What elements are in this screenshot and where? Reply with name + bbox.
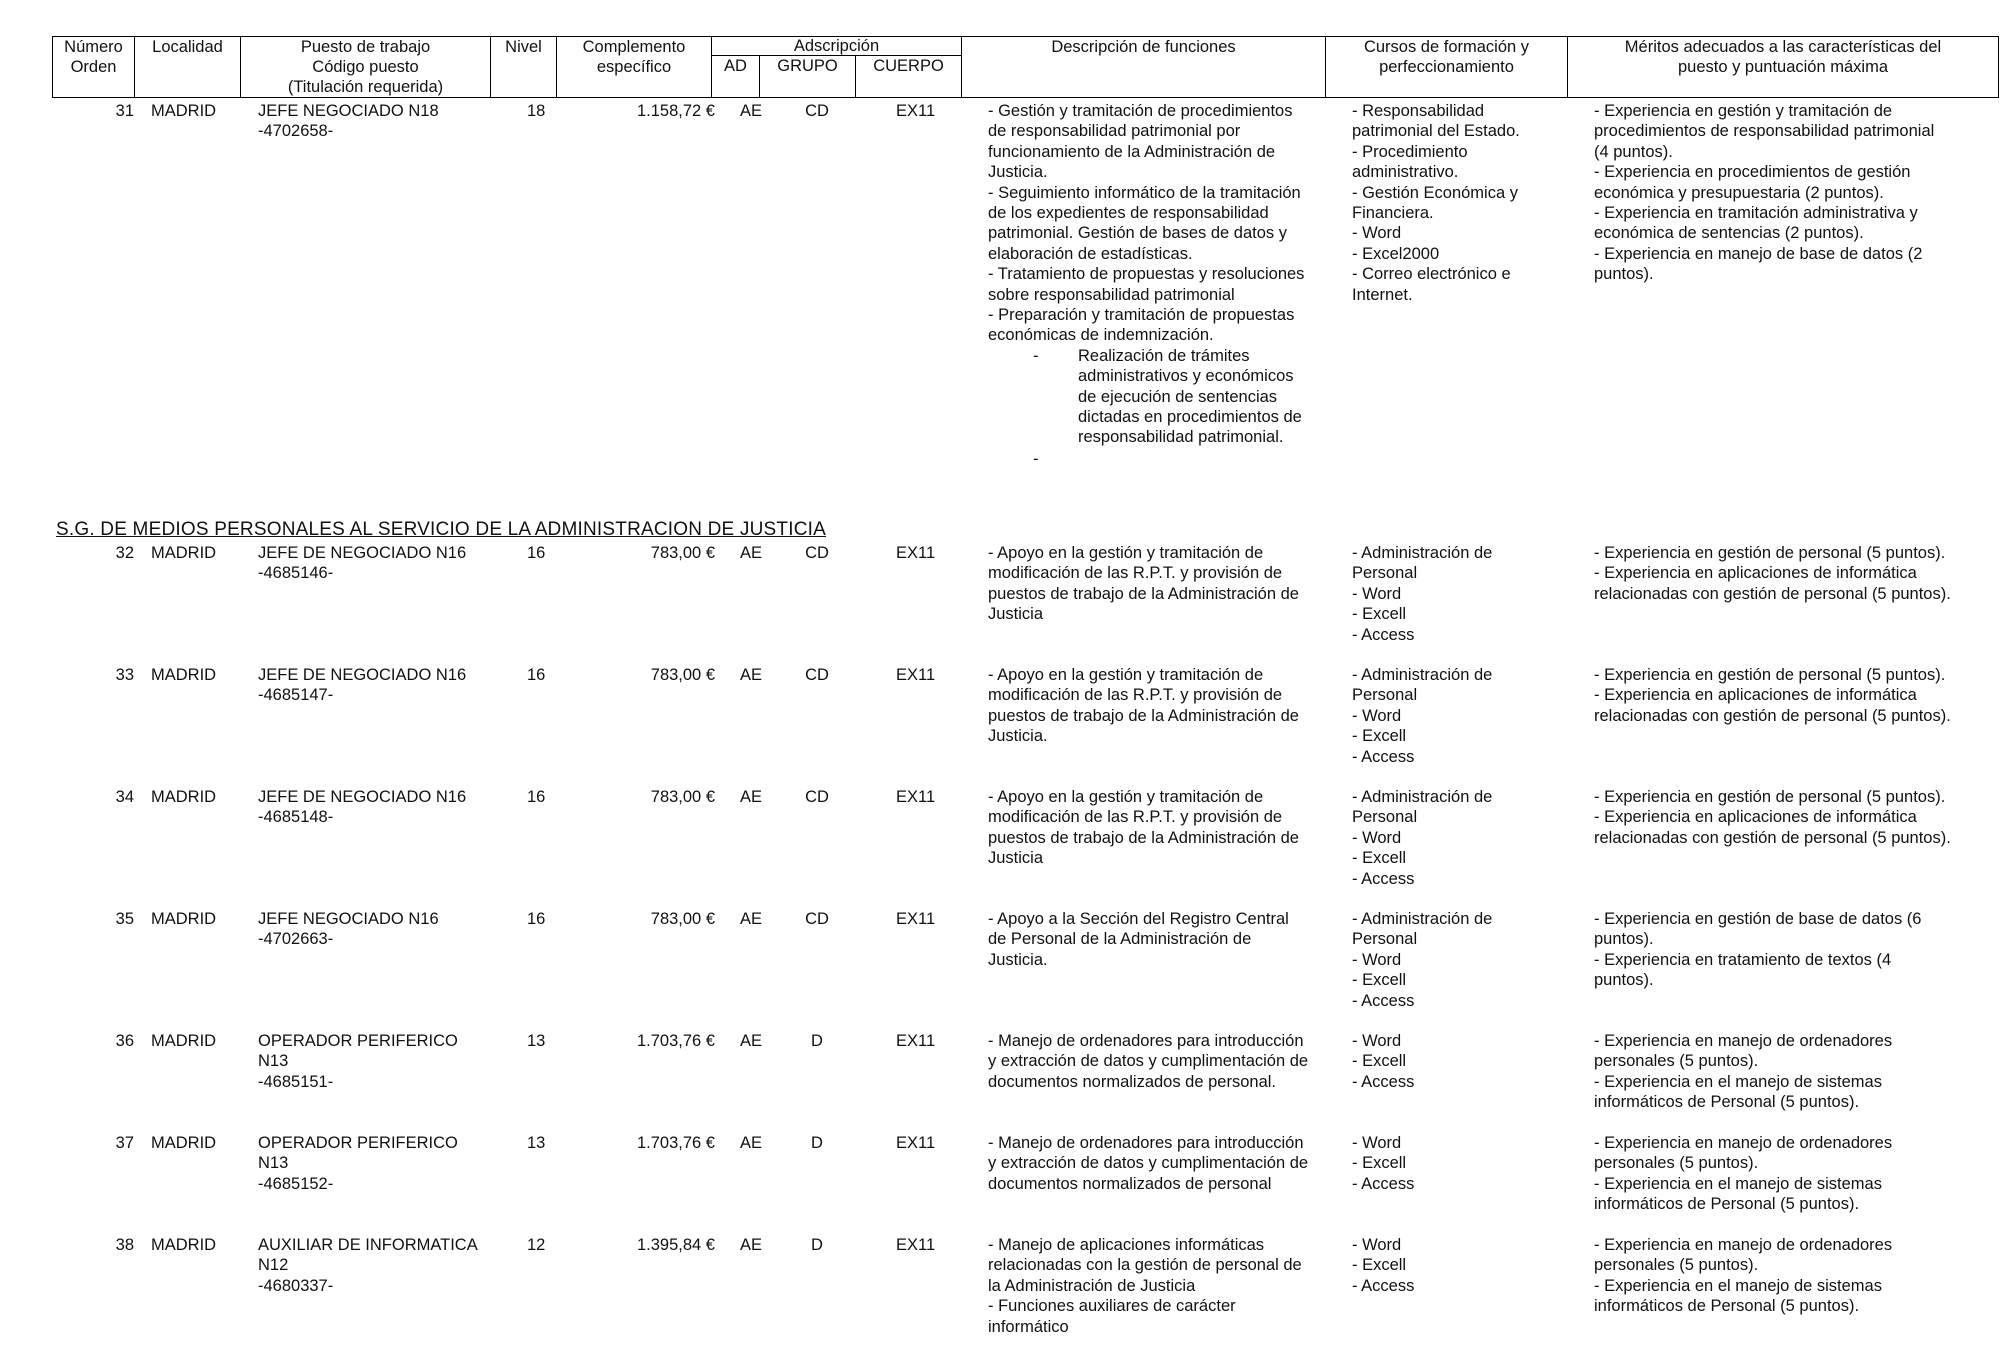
row-cursos-line: - Access bbox=[1352, 1072, 1415, 1091]
row-meritos-line: económica y presupuestaria (2 puntos). bbox=[1594, 183, 1884, 202]
row-cuerpo: EX11 bbox=[896, 910, 936, 928]
row-meritos-line: puntos). bbox=[1594, 265, 1654, 284]
row-grupo: D bbox=[811, 1032, 823, 1050]
row-descripcion-line: y extracción de datos y cumplimentación de bbox=[988, 1052, 1309, 1071]
row-meritos-line: personales (5 puntos). bbox=[1594, 1154, 1759, 1173]
row-descripcion-line: - Apoyo en la gestión y tramitación de bbox=[988, 666, 1264, 684]
row-ad: AE bbox=[740, 910, 763, 928]
row-descripcion-line: - Seguimiento informático de la tramitación bbox=[988, 183, 1301, 202]
header-cursos: Cursos de formación y perfeccionamiento bbox=[1326, 37, 1568, 98]
row-cursos-line: Financiera. bbox=[1352, 204, 1434, 222]
row-puesto-line: -4685151- bbox=[258, 1072, 334, 1091]
row-cursos-line: - Word bbox=[1352, 1236, 1402, 1254]
row-descripcion-line: y extracción de datos y cumplimentación de bbox=[988, 1154, 1309, 1173]
row-localidad: MADRID bbox=[151, 1236, 217, 1254]
row-cursos-line: - Word bbox=[1352, 950, 1402, 969]
row-puesto-line: -4685146- bbox=[258, 564, 334, 583]
row-descripcion-bullet: - bbox=[1033, 449, 1039, 468]
row-number: 37 bbox=[115, 1134, 134, 1152]
header-nivel: Nivel bbox=[491, 37, 557, 98]
row-cursos-line: - Access bbox=[1352, 747, 1415, 766]
row-meritos-line: - Experiencia en tratamiento de textos (4 bbox=[1594, 950, 1892, 969]
row-puesto-line: JEFE NEGOCIADO N16 bbox=[258, 910, 439, 928]
row-complemento: 783,00 € bbox=[650, 788, 715, 806]
row-puesto-line: N13 bbox=[258, 1154, 289, 1173]
row-cursos-line: - Access bbox=[1352, 1276, 1415, 1295]
row-meritos-line: económica de sentencias (2 puntos). bbox=[1594, 224, 1864, 243]
row-puesto-line: JEFE DE NEGOCIADO N16 bbox=[258, 666, 467, 684]
row-puesto-line: JEFE DE NEGOCIADO N16 bbox=[258, 788, 467, 806]
row-meritos-line: - Experiencia en gestión de personal (5 puntos). bbox=[1594, 666, 1946, 684]
row-meritos-line: relacionadas con gestión de personal (5 puntos). bbox=[1594, 584, 1951, 603]
row-number: 35 bbox=[115, 910, 134, 928]
row-meritos-line: informáticos de Personal (5 puntos). bbox=[1594, 1093, 1860, 1112]
row-descripcion-line: - Manejo de ordenadores para introducción bbox=[988, 1134, 1304, 1152]
row-meritos-line: - Experiencia en el manejo de sistemas bbox=[1594, 1174, 1882, 1193]
row-descripcion-line: económicas de indemnización. bbox=[988, 326, 1214, 345]
row-meritos-line: - Experiencia en gestión de personal (5 puntos). bbox=[1594, 544, 1946, 562]
row-meritos-line: personales (5 puntos). bbox=[1594, 1052, 1759, 1071]
row-cuerpo: EX11 bbox=[896, 102, 936, 120]
row-ad: AE bbox=[740, 102, 763, 120]
header-meritos: Méritos adecuados a las características del puesto y puntuación máxima bbox=[1568, 37, 1999, 98]
header-cuerpo: CUERPO bbox=[856, 56, 962, 98]
row-meritos-line: relacionadas con gestión de personal (5 puntos). bbox=[1594, 706, 1951, 725]
row-meritos-line: - Experiencia en aplicaciones de informática bbox=[1594, 808, 1917, 827]
row-descripcion-line: Justicia. bbox=[988, 727, 1048, 746]
row-meritos-line: - Experiencia en manejo de base de datos (2 bbox=[1594, 244, 1923, 263]
row-grupo: CD bbox=[805, 910, 829, 928]
row-puesto-line: -4702658- bbox=[258, 122, 334, 141]
row-descripcion-line: - Apoyo en la gestión y tramitación de bbox=[988, 788, 1264, 806]
row-cursos-line: - Excell bbox=[1352, 971, 1407, 990]
row-descripcion-line: - Funciones auxiliares de carácter bbox=[988, 1297, 1236, 1316]
row-complemento: 783,00 € bbox=[650, 666, 715, 684]
row-ad: AE bbox=[740, 666, 763, 684]
row-descripcion-line: puestos de trabajo de la Administración de bbox=[988, 584, 1299, 603]
row-meritos-line: puntos). bbox=[1594, 971, 1654, 990]
row-descripcion-line: puestos de trabajo de la Administración de bbox=[988, 828, 1299, 847]
row-descripcion-line: documentos normalizados de personal bbox=[988, 1174, 1272, 1193]
header-ad: AD bbox=[712, 56, 760, 98]
row-cursos-line: administrativo. bbox=[1352, 163, 1459, 182]
row-cursos-line: - Administración de bbox=[1352, 788, 1493, 806]
row-puesto-line: OPERADOR PERIFERICO bbox=[258, 1032, 458, 1050]
row-complemento: 783,00 € bbox=[650, 910, 715, 928]
row-ad: AE bbox=[740, 1236, 763, 1254]
row-puesto-line: -4680337- bbox=[258, 1276, 334, 1295]
row-meritos-line: - Experiencia en aplicaciones de informática bbox=[1594, 564, 1917, 583]
row-puesto-line: JEFE DE NEGOCIADO N16 bbox=[258, 544, 467, 562]
row-grupo: D bbox=[811, 1134, 823, 1152]
row-localidad: MADRID bbox=[151, 544, 217, 562]
row-number: 38 bbox=[115, 1236, 134, 1254]
row-puesto-line: -4702663- bbox=[258, 930, 334, 949]
row-complemento: 1.703,76 € bbox=[637, 1134, 715, 1152]
row-nivel: 13 bbox=[527, 1032, 546, 1050]
row-ad: AE bbox=[740, 1134, 763, 1152]
row-cursos-line: Personal bbox=[1352, 808, 1418, 827]
row-complemento: 783,00 € bbox=[650, 544, 715, 562]
row-descripcion-bullet: - bbox=[1033, 346, 1039, 365]
row-descripcion-indent-line: Realización de trámites bbox=[1078, 346, 1250, 365]
row-meritos-line: - Experiencia en el manejo de sistemas bbox=[1594, 1276, 1882, 1295]
row-descripcion-indent-line: administrativos y económicos bbox=[1078, 367, 1294, 386]
row-meritos-line: - Experiencia en tramitación administrativa y bbox=[1594, 204, 1918, 222]
row-cursos-line: Internet. bbox=[1352, 285, 1413, 304]
row-localidad: MADRID bbox=[151, 1134, 217, 1152]
row-puesto-line: -4685152- bbox=[258, 1174, 334, 1193]
row-cursos-line: - Access bbox=[1352, 1174, 1415, 1193]
row-ad: AE bbox=[740, 788, 763, 806]
row-descripcion-line: puestos de trabajo de la Administración de bbox=[988, 706, 1299, 725]
row-descripcion-line: modificación de las R.P.T. y provisión de bbox=[988, 686, 1283, 705]
row-descripcion-line: elaboración de estadísticas. bbox=[988, 244, 1193, 263]
row-cursos-line: - Excel2000 bbox=[1352, 244, 1440, 263]
row-puesto-line: OPERADOR PERIFERICO bbox=[258, 1134, 458, 1152]
row-cursos-line: - Administración de bbox=[1352, 910, 1493, 928]
row-meritos-line: relacionadas con gestión de personal (5 puntos). bbox=[1594, 828, 1951, 847]
row-descripcion-line: sobre responsabilidad patrimonial bbox=[988, 285, 1235, 304]
row-cursos-line: - Word bbox=[1352, 1032, 1402, 1050]
row-cursos-line: Personal bbox=[1352, 564, 1418, 583]
header-descripcion: Descripción de funciones bbox=[962, 37, 1326, 98]
row-puesto-line: JEFE NEGOCIADO N18 bbox=[258, 102, 439, 120]
row-descripcion-line: funcionamiento de la Administración de bbox=[988, 142, 1276, 161]
row-nivel: 16 bbox=[527, 910, 546, 928]
row-cursos-line: - Excell bbox=[1352, 1154, 1407, 1173]
row-cursos-line: Personal bbox=[1352, 686, 1418, 705]
row-descripcion-line: Justicia bbox=[988, 849, 1044, 868]
row-descripcion-line: modificación de las R.P.T. y provisión de bbox=[988, 808, 1283, 827]
row-meritos-line: - Experiencia en manejo de ordenadores bbox=[1594, 1032, 1893, 1050]
row-descripcion-line: - Manejo de ordenadores para introducción bbox=[988, 1032, 1304, 1050]
row-cursos-line: - Excell bbox=[1352, 605, 1407, 624]
row-meritos-line: - Experiencia en gestión y tramitación de bbox=[1594, 102, 1893, 120]
header-grupo: GRUPO bbox=[760, 56, 856, 98]
row-localidad: MADRID bbox=[151, 666, 217, 684]
row-nivel: 16 bbox=[527, 788, 546, 806]
row-cursos-line: - Excell bbox=[1352, 727, 1407, 746]
row-cuerpo: EX11 bbox=[896, 1134, 936, 1152]
row-cursos-line: - Access bbox=[1352, 991, 1415, 1010]
row-cursos-line: Personal bbox=[1352, 930, 1418, 949]
row-grupo: CD bbox=[805, 544, 829, 562]
header-table bbox=[52, 36, 1999, 98]
row-ad: AE bbox=[740, 1032, 763, 1050]
row-descripcion-line: - Apoyo en la gestión y tramitación de bbox=[988, 544, 1264, 562]
row-descripcion-line: - Gestión y tramitación de procedimientos bbox=[988, 102, 1293, 120]
row-meritos-line: (4 puntos). bbox=[1594, 142, 1673, 161]
row-descripcion-indent-line: responsabilidad patrimonial. bbox=[1078, 428, 1284, 447]
row-nivel: 16 bbox=[527, 666, 546, 684]
row-number: 31 bbox=[115, 102, 134, 120]
row-meritos-line: - Experiencia en procedimientos de gestión bbox=[1594, 163, 1911, 182]
header-adscripcion: Adscripción bbox=[712, 37, 962, 56]
row-descripcion-line: Justicia bbox=[988, 605, 1044, 624]
row-descripcion-line: - Tratamiento de propuestas y resoluciones bbox=[988, 265, 1305, 284]
row-cursos-line: - Word bbox=[1352, 224, 1402, 243]
row-cursos-line: - Word bbox=[1352, 828, 1402, 847]
row-cursos-line: - Responsabilidad bbox=[1352, 102, 1485, 120]
row-nivel: 13 bbox=[527, 1134, 546, 1152]
row-cursos-line: - Correo electrónico e bbox=[1352, 265, 1511, 284]
row-meritos-line: - Experiencia en gestión de personal (5 puntos). bbox=[1594, 788, 1946, 806]
row-meritos-line: - Experiencia en el manejo de sistemas bbox=[1594, 1072, 1882, 1091]
header-puesto: Puesto de trabajo Código puesto (Titulación requerida) bbox=[241, 37, 491, 98]
row-nivel: 18 bbox=[527, 102, 546, 120]
row-complemento: 1.158,72 € bbox=[637, 102, 715, 120]
row-descripcion-line: modificación de las R.P.T. y provisión de bbox=[988, 564, 1283, 583]
row-meritos-line: informáticos de Personal (5 puntos). bbox=[1594, 1195, 1860, 1214]
row-descripcion-line: informático bbox=[988, 1317, 1069, 1336]
row-cuerpo: EX11 bbox=[896, 544, 936, 562]
row-number: 32 bbox=[115, 544, 134, 562]
row-localidad: MADRID bbox=[151, 910, 217, 928]
row-descripcion-line: Justicia. bbox=[988, 163, 1048, 182]
row-nivel: 12 bbox=[527, 1236, 546, 1254]
header-complemento: Complemento específico bbox=[557, 37, 712, 98]
row-cursos-line: - Access bbox=[1352, 625, 1415, 644]
row-cuerpo: EX11 bbox=[896, 788, 936, 806]
row-puesto-line: N12 bbox=[258, 1256, 289, 1275]
row-cuerpo: EX11 bbox=[896, 1236, 936, 1254]
row-meritos-line: - Experiencia en aplicaciones de informática bbox=[1594, 686, 1917, 705]
row-grupo: CD bbox=[805, 666, 829, 684]
row-meritos-line: informáticos de Personal (5 puntos). bbox=[1594, 1297, 1860, 1316]
row-cursos-line: - Access bbox=[1352, 869, 1415, 888]
row-descripcion-line: de los expedientes de responsabilidad bbox=[988, 204, 1269, 222]
row-cuerpo: EX11 bbox=[896, 666, 936, 684]
header-localidad: Localidad bbox=[135, 37, 241, 98]
row-cursos-line: patrimonial del Estado. bbox=[1352, 122, 1520, 141]
row-descripcion-indent-line: de ejecución de sentencias bbox=[1078, 387, 1278, 406]
row-localidad: MADRID bbox=[151, 788, 217, 806]
row-descripcion-line: patrimonial. Gestión de bases de datos y bbox=[988, 224, 1288, 243]
row-descripcion-line: de Personal de la Administración de bbox=[988, 930, 1252, 949]
row-cuerpo: EX11 bbox=[896, 1032, 936, 1050]
row-cursos-line: - Administración de bbox=[1352, 544, 1493, 562]
row-descripcion-indent-line: dictadas en procedimientos de bbox=[1078, 408, 1302, 426]
header-num-orden: Número Orden bbox=[53, 37, 135, 98]
row-grupo: CD bbox=[805, 102, 829, 120]
row-meritos-line: - Experiencia en manejo de ordenadores bbox=[1594, 1134, 1893, 1152]
row-number: 36 bbox=[115, 1032, 134, 1050]
row-meritos-line: procedimientos de responsabilidad patrimonial bbox=[1594, 122, 1935, 141]
row-descripcion-line: Justicia. bbox=[988, 950, 1048, 969]
row-descripcion-line: - Manejo de aplicaciones informáticas bbox=[988, 1236, 1265, 1254]
row-descripcion-line: - Preparación y tramitación de propuestas bbox=[988, 306, 1295, 324]
row-puesto-line: -4685148- bbox=[258, 808, 334, 827]
row-grupo: CD bbox=[805, 788, 829, 806]
row-cursos-line: - Gestión Económica y bbox=[1352, 183, 1518, 202]
row-localidad: MADRID bbox=[151, 102, 217, 120]
row-meritos-line: - Experiencia en gestión de base de datos (6 bbox=[1594, 910, 1922, 928]
row-nivel: 16 bbox=[527, 544, 546, 562]
row-complemento: 1.703,76 € bbox=[637, 1032, 715, 1050]
row-puesto-line: AUXILIAR DE INFORMATICA bbox=[258, 1236, 478, 1254]
row-cursos-line: - Procedimiento bbox=[1352, 142, 1468, 161]
row-cursos-line: - Word bbox=[1352, 706, 1402, 725]
row-number: 33 bbox=[115, 666, 134, 684]
section-title: S.G. DE MEDIOS PERSONALES AL SERVICIO DE LA ADMINISTRACION DE JUSTICIA bbox=[56, 519, 826, 540]
row-localidad: MADRID bbox=[151, 1032, 217, 1050]
row-descripcion-line: documentos normalizados de personal. bbox=[988, 1072, 1277, 1091]
row-cursos-line: - Word bbox=[1352, 584, 1402, 603]
row-meritos-line: personales (5 puntos). bbox=[1594, 1256, 1759, 1275]
row-descripcion-line: - Apoyo a la Sección del Registro Central bbox=[988, 910, 1289, 928]
row-puesto-line: -4685147- bbox=[258, 686, 334, 705]
row-cursos-line: - Administración de bbox=[1352, 666, 1493, 684]
row-puesto-line: N13 bbox=[258, 1052, 289, 1071]
row-cursos-line: - Word bbox=[1352, 1134, 1402, 1152]
row-cursos-line: - Excell bbox=[1352, 1256, 1407, 1275]
row-cursos-line: - Excell bbox=[1352, 849, 1407, 868]
row-meritos-line: - Experiencia en manejo de ordenadores bbox=[1594, 1236, 1893, 1254]
row-descripcion-line: la Administración de Justicia bbox=[988, 1276, 1196, 1295]
row-grupo: D bbox=[811, 1236, 823, 1254]
row-ad: AE bbox=[740, 544, 763, 562]
row-number: 34 bbox=[115, 788, 134, 806]
row-complemento: 1.395,84 € bbox=[637, 1236, 715, 1254]
row-descripcion-line: relacionadas con la gestión de personal de bbox=[988, 1256, 1302, 1275]
row-cursos-line: - Excell bbox=[1352, 1052, 1407, 1071]
row-descripcion-line: de responsabilidad patrimonial por bbox=[988, 122, 1241, 141]
row-meritos-line: puntos). bbox=[1594, 930, 1654, 949]
